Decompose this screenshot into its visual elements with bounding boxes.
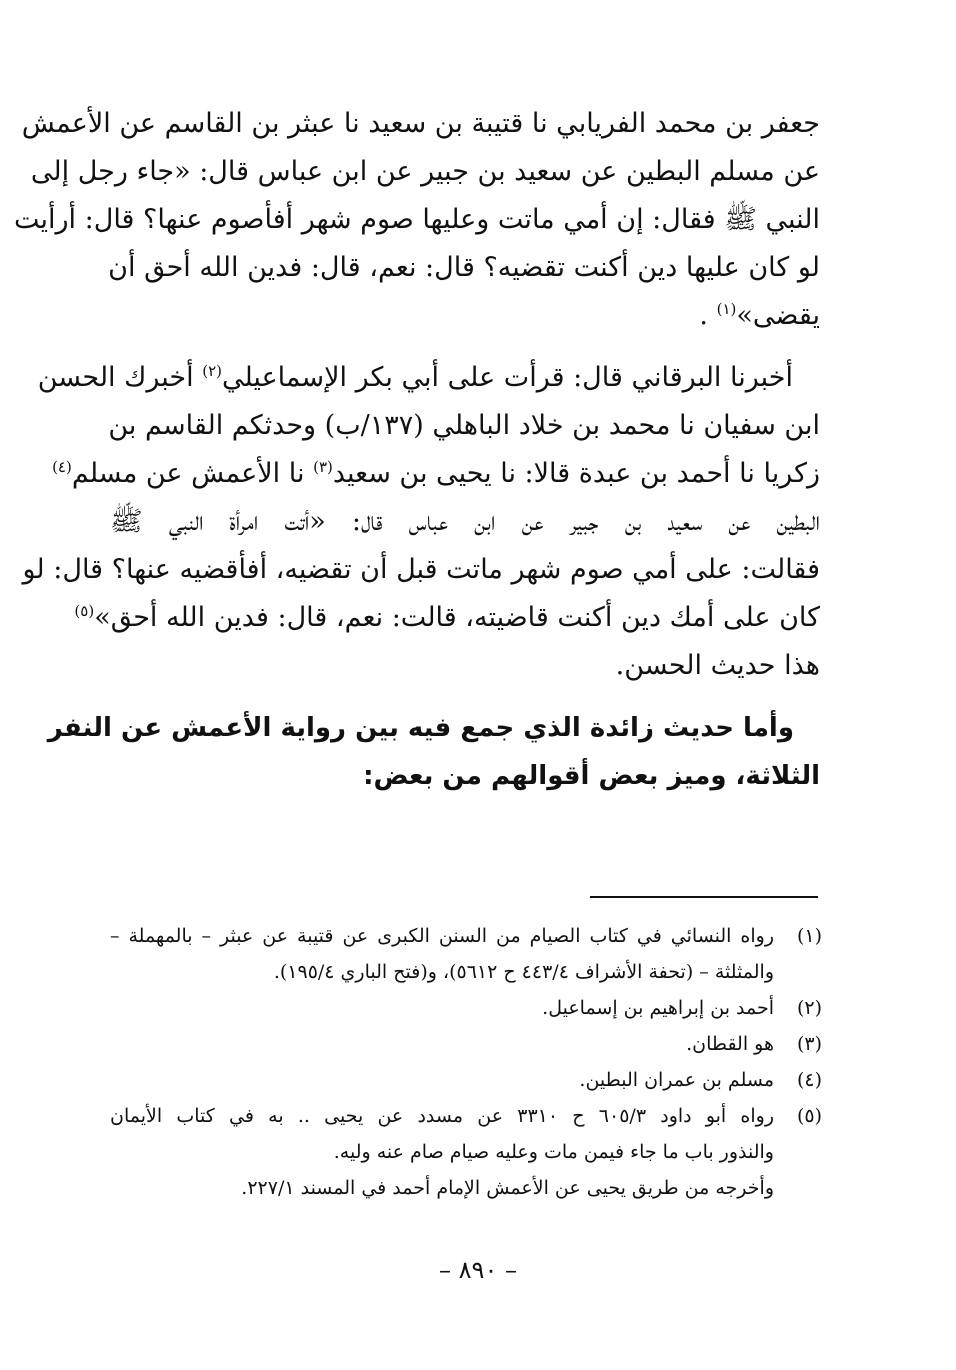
text-segment: أخبرك الحسن [37,362,203,393]
footnote-number: (٢) [796,997,822,1019]
paragraph-2 [22,354,820,690]
text-line: هذا حديث الحسن. [615,650,820,681]
footnote-number: (٤) [796,1069,822,1091]
footnote-ref: (٣) [313,458,333,476]
footnote-separator [590,896,818,898]
text-segment: نا الأعمش عن مسلم [71,458,314,489]
footnote-line: هو القطان. [686,1033,774,1055]
footnote-ref: (٢) [202,362,222,380]
footnote-line: رواه أبو داود ٦٠٥/٣ ح ٣٣١٠ عن مسدد عن يحيى .. به في كتاب الأيمان [110,1105,775,1127]
footnote-5 [110,1098,822,1206]
text-line: لو كان عليها دين أكنت تقضيه؟ قال: نعم، قال: فدين الله أحق أن [108,252,820,283]
heading-line: الثلاثة، وميز بعض أقوالهم من بعض: [363,761,820,791]
text-line: البطين عن سعيد بن جبير عن ابن عباس قال: «أتت امرأة النبي ﷺ [110,506,820,537]
footnote-number: (٣) [796,1033,822,1055]
text-line: عن مسلم البطين عن سعيد بن جبير عن ابن عباس قال: «جاء رجل إلى [30,156,820,187]
text-segment: كان على أمك دين أكنت قاضيته، قالت: نعم، قال: فدين الله أحق» [94,602,820,633]
footnote-ref: (٥) [74,602,95,620]
text-line [37,354,820,402]
footnote-2 [110,990,822,1026]
footnote-line: والنذور باب ما جاء فيمن مات وعليه صيام صام عنه وليه. [333,1141,774,1163]
text-segment: أخبرنا البرقاني قال: قرأت على أبي بكر الإسماعيلي [221,362,793,393]
footnote-4 [110,1062,822,1098]
page-number: – ٨٩٠ – [439,1256,517,1284]
footnote-line: أحمد بن إبراهيم بن إسماعيل. [542,997,774,1019]
main-text [13,100,820,800]
text-line: فقالت: على أمي صوم شهر ماتت قبل أن تقضيه، أفأقضيه عنها؟ قال: لو [22,554,820,585]
footnote-line: وأخرجه من طريق يحيى عن الأعمش الإمام أحمد في المسند ٢٢٧/١. [241,1177,774,1199]
footnote-line: مسلم بن عمران البطين. [579,1069,774,1091]
footnote-3 [110,1026,822,1062]
text-line: ابن سفيان نا محمد بن خلاد الباهلي (١٣٧/ب) وحدثكم القاسم بن [108,410,820,441]
footnote-line: والمثلثة – (تحفة الأشراف ٤٤٣/٤ ح ٥٦١٢)، و(فتح الباري ١٩٥/٤). [273,961,774,983]
text-line [74,594,820,642]
paragraph-1 [13,100,820,340]
footnote-ref: (٤) [52,458,72,476]
text-line: النبي ﷺ فقال: إن أمي ماتت وعليها صوم شهر أفأصوم عنها؟ قال: أرأيت [13,204,820,235]
heading-line [47,704,820,752]
section-heading [47,704,820,800]
text-segment: زكريا نا أحمد بن عبدة قالا: نا يحيى بن سعيد [332,458,820,489]
text-segment: وأما حديث زائدة الذي جمع فيه بين رواية الأعمش عن النفر [47,713,794,743]
text-line: جعفر بن محمد الفريابي نا قتيبة بن سعيد نا عبثر بن القاسم عن الأعمش [21,108,820,139]
text-segment: . [699,300,717,331]
text-line [110,292,820,340]
footnote-ref: (١) [716,300,737,318]
footnotes [110,918,822,1206]
text-line [52,450,820,498]
footnote-1 [110,918,822,990]
footnote-line: رواه النسائي في كتاب الصيام من السنن الكبرى عن قتيبة عن عبثر – بالمهملة – [110,925,774,947]
footnote-number: (١) [796,925,822,947]
footnote-number: (٥) [796,1105,822,1127]
text-segment: يقضى» [736,300,820,331]
